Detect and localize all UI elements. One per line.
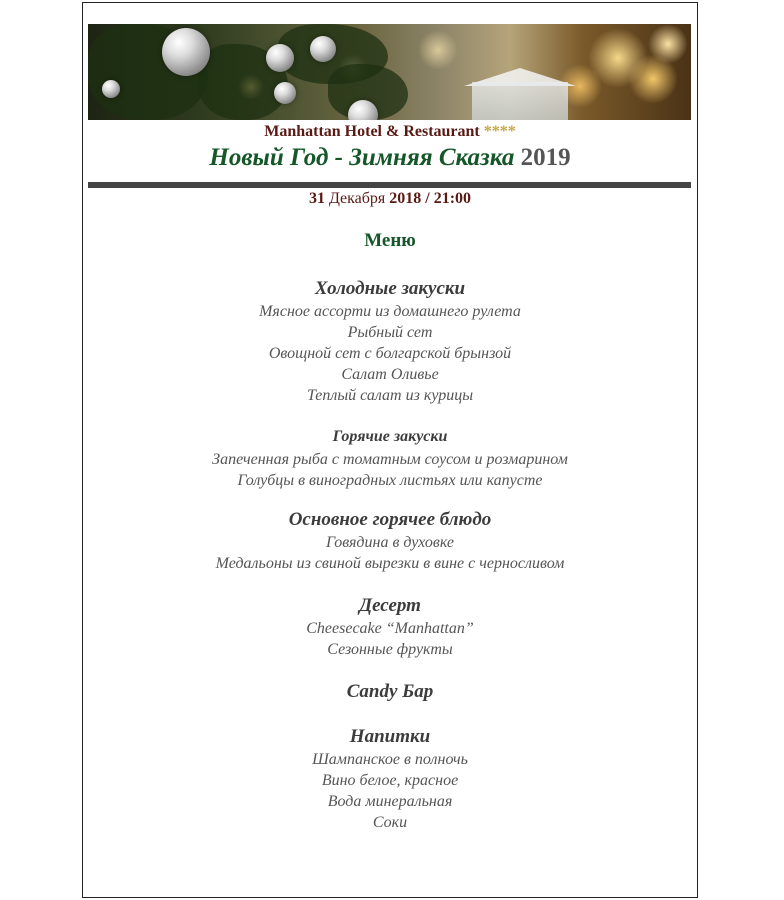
event-year: 2019 bbox=[520, 144, 571, 171]
section-heading: Холодные закуски bbox=[314, 278, 466, 299]
date-month: Декабря bbox=[328, 190, 386, 207]
menu-item: Соки bbox=[372, 814, 408, 831]
menu-item: Теплый салат из курицы bbox=[306, 387, 474, 404]
menu-item: Медальоны из свиной вырезки в вине с черносливом bbox=[215, 555, 565, 572]
section-heading: Основное горячее блюдо bbox=[288, 509, 492, 530]
menu-title: Меню bbox=[364, 230, 416, 251]
menu-section-cold-appetizers bbox=[83, 277, 697, 406]
hotel-name-line bbox=[83, 123, 697, 141]
menu-item: Овощной сет с болгарской брынзой bbox=[268, 345, 512, 362]
menu-item: Вода минеральная bbox=[327, 793, 453, 810]
event-title: Новый Год - Зимняя Сказка bbox=[209, 144, 515, 171]
menu-section-drinks bbox=[83, 725, 697, 833]
menu-item: Салат Оливье bbox=[341, 366, 439, 383]
hotel-name: Manhattan Hotel & Restaurant bbox=[264, 123, 480, 140]
section-heading: Десерт bbox=[359, 595, 421, 616]
menu-item: Запеченная рыба с томатным соусом и розмарином bbox=[212, 451, 568, 468]
section-heading: Горячие закуски bbox=[332, 428, 448, 445]
menu-section-hot-appetizers bbox=[83, 425, 697, 491]
event-title-line bbox=[83, 144, 697, 172]
menu-item: Вино белое, красное bbox=[321, 772, 459, 789]
menu-item: Шампанское в полночь bbox=[312, 751, 468, 768]
menu-item: Голубцы в виноградных листьях или капусте bbox=[237, 472, 543, 489]
menu-item: Cheesecake “Manhattan” bbox=[306, 620, 474, 637]
hotel-stars: **** bbox=[483, 123, 516, 140]
menu-item: Рыбный сет bbox=[347, 324, 433, 341]
menu-section-dessert bbox=[83, 594, 697, 660]
menu-section-main-course bbox=[83, 508, 697, 574]
christmas-tree-banner-image bbox=[88, 24, 691, 120]
section-heading: Candy Бар bbox=[346, 681, 434, 702]
header-divider bbox=[88, 182, 691, 188]
date-year-time: 2018 / 21:00 bbox=[389, 190, 472, 207]
date-day: 31 bbox=[308, 190, 325, 207]
section-heading: Напитки bbox=[349, 726, 431, 747]
event-date bbox=[83, 190, 697, 208]
menu-item: Мясное ассорти из домашнего рулета bbox=[259, 303, 521, 320]
menu-item: Говядина в духовке bbox=[325, 534, 455, 551]
menu-section-candy-bar bbox=[83, 680, 697, 704]
menu-item: Сезонные фрукты bbox=[327, 641, 453, 658]
menu-page bbox=[82, 2, 698, 898]
